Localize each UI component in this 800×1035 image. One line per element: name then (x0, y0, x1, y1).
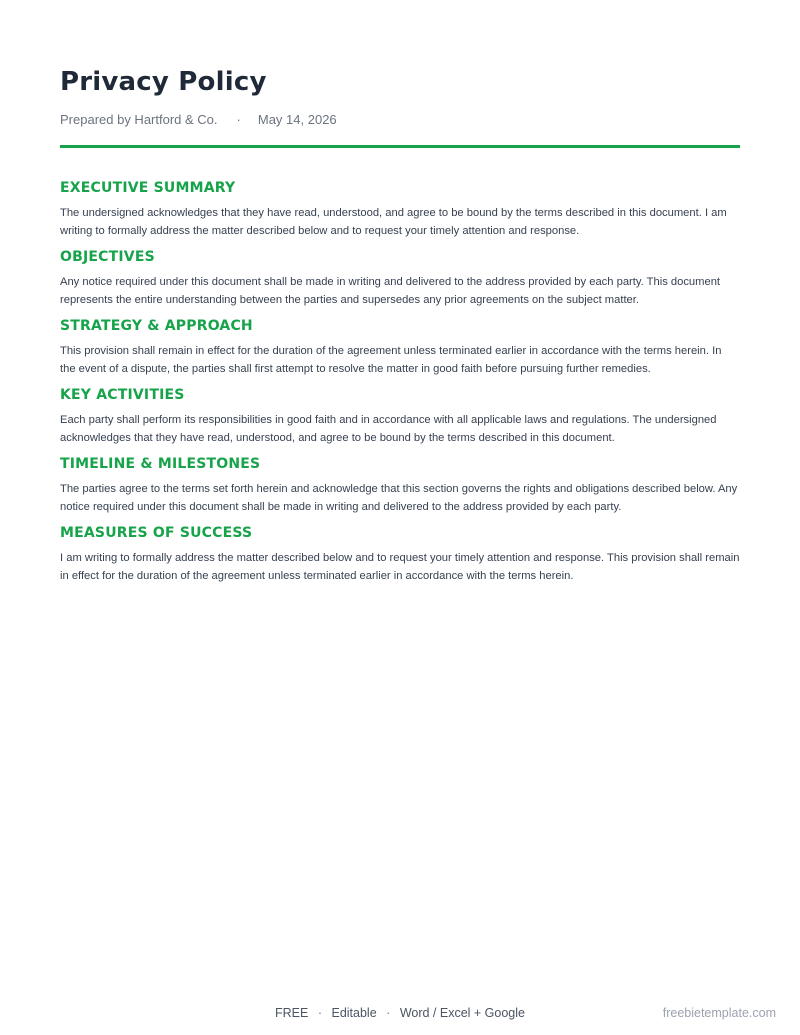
meta-separator: · (236, 112, 241, 127)
section-heading: MEASURES OF SUCCESS (60, 525, 253, 541)
footer-tag-formats: Word / Excel + Google (399, 1006, 525, 1020)
footer-site-link[interactable]: freebietemplate.com (662, 1006, 776, 1020)
section-measures-of-success (60, 524, 740, 585)
section-heading: OBJECTIVES (60, 249, 155, 265)
section-objectives (60, 248, 740, 309)
section-body: Any notice required under this document shall be made in writing and delivered to the address provided by each party. This document represents the entire understanding between the parties and supersedes any prior agreements on the subject matter. (60, 276, 721, 306)
footer-dot: · (317, 1006, 322, 1020)
document-page (60, 66, 740, 593)
section-executive-summary (60, 179, 740, 240)
page-footer (0, 1004, 800, 1022)
section-heading: KEY ACTIVITIES (60, 387, 185, 403)
sections (60, 179, 740, 585)
section-body: The parties agree to the terms set forth herein and acknowledge that this section governs the rights and obligations described below. Any notice required under this document shall be made in writing and delivered to the address provided by each party. (60, 483, 738, 513)
section-heading: EXECUTIVE SUMMARY (60, 180, 236, 196)
prepared-by: Prepared by Hartford & Co. (60, 112, 218, 127)
section-body: I am writing to formally address the matter described below and to request your timely attention and response. This provision shall remain in effect for the duration of the agreement unless terminated earlier in accordance with the terms herein. (60, 552, 740, 582)
section-heading: TIMELINE & MILESTONES (60, 456, 261, 472)
section-body: The undersigned acknowledges that they have read, understood, and agree to be bound by the terms described in this document. I am writing to formally address the matter described below and to request your timely attention and response. (60, 207, 727, 237)
document-date: May 14, 2026 (257, 112, 337, 127)
document-meta (60, 112, 740, 128)
section-key-activities (60, 386, 740, 447)
footer-tag-editable: Editable (331, 1006, 377, 1020)
section-heading: STRATEGY & APPROACH (60, 318, 253, 334)
footer-dot: · (386, 1006, 391, 1020)
section-body: Each party shall perform its responsibilities in good faith and in accordance with all applicable laws and regulations. The undersigned acknowledges that they have read, understood, and agree to be bound by the terms described in this document. (60, 414, 717, 444)
document-title: Privacy Policy (60, 67, 267, 97)
section-timeline-milestones (60, 455, 740, 516)
section-body: This provision shall remain in effect for the duration of the agreement unless terminated earlier in accordance with the terms herein. In the event of a dispute, the parties shall first attempt to resolve the matter in good faith before pursuing further remedies. (60, 345, 722, 375)
section-strategy-approach (60, 317, 740, 378)
header-divider (60, 145, 740, 148)
footer-tag-free: FREE (275, 1006, 309, 1020)
